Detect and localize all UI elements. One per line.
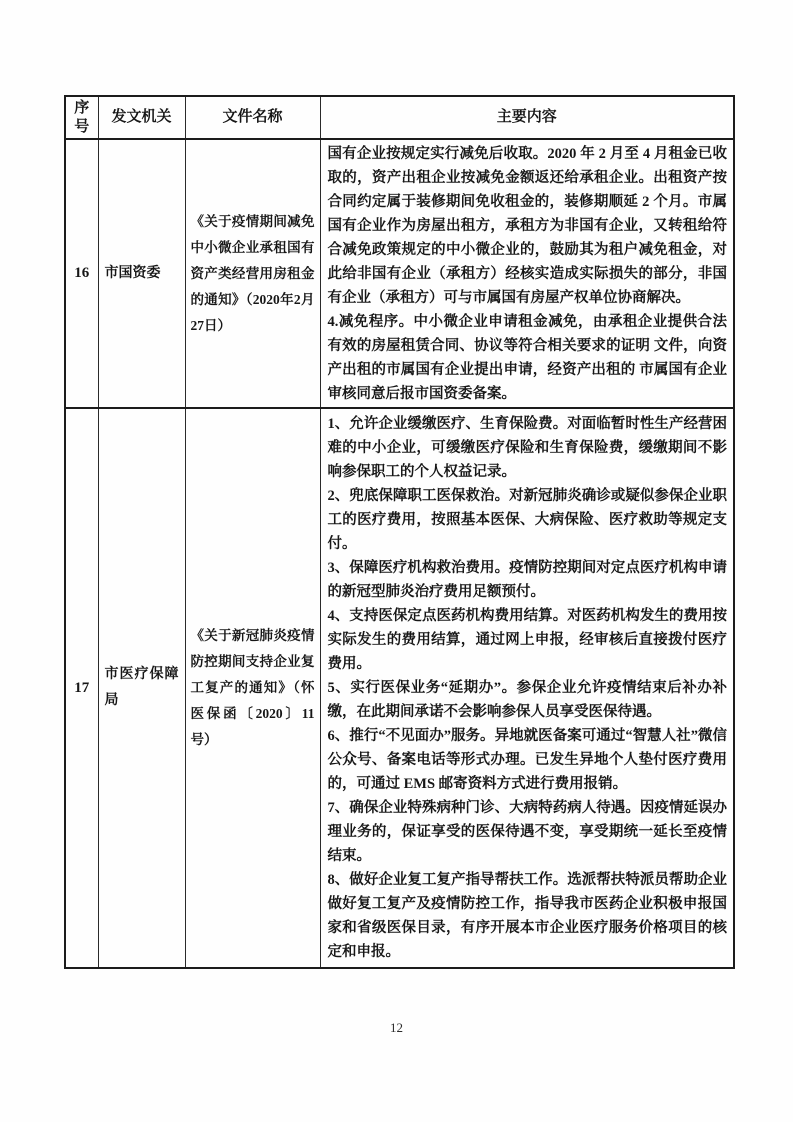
content-paragraph: 国有企业按规定实行减免后收取。2020 年 2 月至 4 月租金已收取的，资产出租企业按减免金额返还给承租企业。出租资产按合同约定属于装修期间免收租金的，装修期顺延 2 个月。市属国有企业作为房屋出租方，承租方为非国有企业，又转租给符合减免政策规定的中小微企业的，鼓励其为租户减免租金，对此给非国有企业（承租方）经核实造成实际损失的部分，非国有企业（承租方）可与市属国有房屋产权单位协商解决。 bbox=[327, 145, 727, 306]
serial-number-cell: 16 bbox=[65, 139, 98, 408]
content-paragraph: 3、保障医疗机构救治费用。疫情防控期间对定点医疗机构申请的新冠型肺炎治疗费用足额预付。 bbox=[327, 560, 727, 600]
document-name-cell: 《关于新冠肺炎疫情防控期间支持企业复工复产的通知》（怀医保函〔2020〕11 号） bbox=[185, 408, 320, 968]
table-row bbox=[65, 139, 734, 408]
content-paragraph: 8、做好企业复工复产指导帮扶工作。选派帮扶特派员帮助企业做好复工复产及疫情防控工作，指导我市医药企业积极申报国家和省级医保目录，有序开展本市企业医疗服务价格项目的核定和申报。 bbox=[327, 872, 727, 960]
col-header-serial-number: 序号 bbox=[65, 96, 98, 139]
content-paragraph: 5、实行医保业务“延期办”。参保企业允许疫情结束后补办补缴，在此期间承诺不会影响参保人员享受医保待遇。 bbox=[327, 680, 727, 720]
page-number: 12 bbox=[390, 1020, 403, 1035]
content-paragraph: 2、兜底保障职工医保救治。对新冠肺炎确诊或疑似参保企业职工的医疗费用，按照基本医保、大病保险、医疗救助等规定支付。 bbox=[327, 488, 727, 552]
col-header-document-name: 文件名称 bbox=[185, 96, 320, 139]
content-paragraph: 1、允许企业缓缴医疗、生育保险费。对面临暂时性生产经营困难的中小企业，可缓缴医疗保险和生育保险费，缓缴期间不影响参保职工的个人权益记录。 bbox=[327, 416, 727, 480]
content-paragraph: 7、确保企业特殊病种门诊、大病特药病人待遇。因疫情延误办理业务的，保证享受的医保待遇不变，享受期统一延长至疫情结束。 bbox=[327, 800, 727, 864]
content-paragraph: 4.减免程序。中小微企业申请租金减免，由承租企业提供合法有效的房屋租赁合同、协议等符合相关要求的证明 文件，向资产出租的市属国有企业提出申请，经资产出租的 市属国有企业审核同意后报市国资委备案。 bbox=[327, 313, 727, 402]
table-header-row bbox=[65, 96, 734, 139]
content-paragraph: 4、支持医保定点医药机构费用结算。对医药机构发生的费用按实际发生的费用结算，通过网上申报，经审核后直接拨付医疗费用。 bbox=[327, 608, 727, 672]
issuing-agency-cell: 市医疗保障局 bbox=[98, 408, 185, 968]
main-content-cell bbox=[320, 408, 734, 968]
col-header-main-content: 主要内容 bbox=[320, 96, 734, 139]
content-paragraph: 6、推行“不见面办”服务。异地就医备案可通过“智慧人社”微信公众号、备案电话等形式办理。已发生异地个人垫付医疗费用的，可通过 EMS 邮寄资料方式进行费用报销。 bbox=[327, 728, 727, 792]
table-row bbox=[65, 408, 734, 968]
serial-number-cell: 17 bbox=[65, 408, 98, 968]
document-name-cell: 《关于疫情期间减免中小微企业承租国有资产类经营用房租金的通知》（2020年2月27日） bbox=[185, 139, 320, 408]
policy-table bbox=[64, 95, 735, 969]
col-header-issuing-agency: 发文机关 bbox=[98, 96, 185, 139]
issuing-agency-cell: 市国资委 bbox=[98, 139, 185, 408]
main-content-cell bbox=[320, 139, 734, 408]
